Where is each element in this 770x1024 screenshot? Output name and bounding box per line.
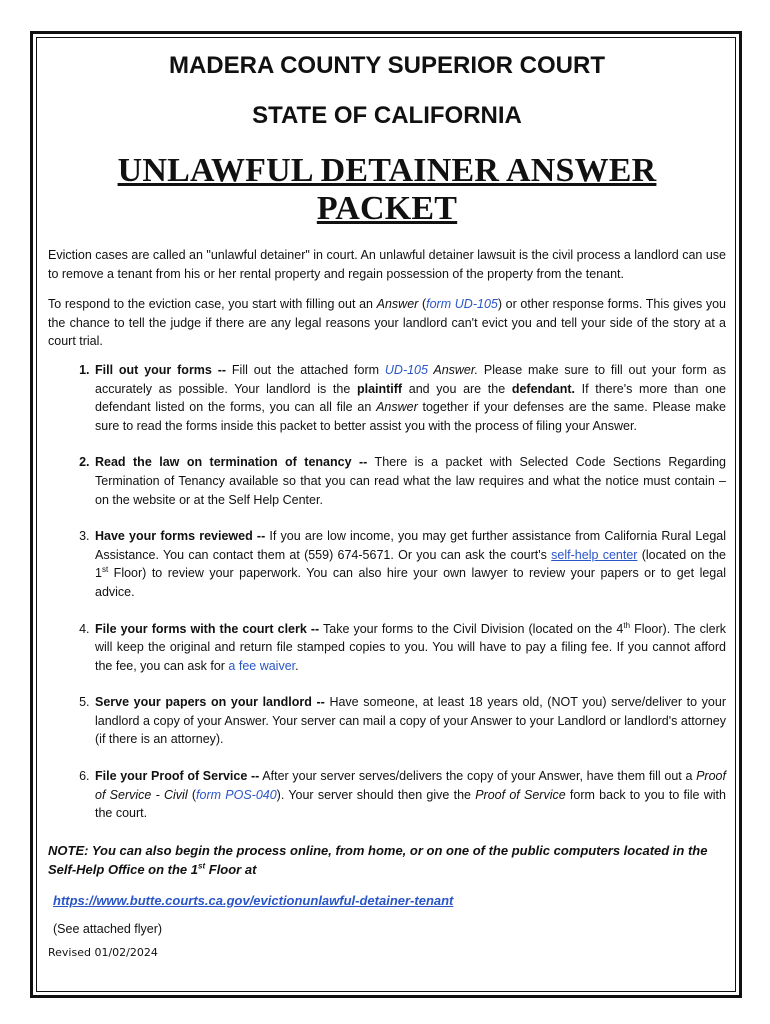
superscript: th [623,620,631,630]
court-heading: MADERA COUNTY SUPERIOR COURT [168,52,606,79]
step-heading: Read the law on termination of tenancy -- [95,455,368,470]
step-heading: File your Proof of Service -- [95,769,260,784]
step-1 [93,361,726,435]
text: There is a packet with Selected Code Sections Regarding Termination of Tenancy available so that you can read what the law requires and what the notice must contain – on the website or at the Self Help Center. [95,455,726,507]
proof-of-service-term: Proof of Service [475,787,566,802]
answer-term: Answer [376,297,419,312]
text: If there's more than one defendant listed on the forms, you can all file an [95,381,726,415]
form-pos040-link[interactable]: form POS-040 [196,787,277,802]
fee-waiver-link[interactable]: a fee waiver [228,658,296,673]
state-heading: STATE OF CALIFORNIA [252,102,522,129]
step-3 [93,527,726,601]
superscript: st [198,861,206,871]
text: Have someone, at least 18 years old, (NOT you) serve/deliver to your landlord a copy of your Answer. Your server can mail a copy of your Answer to your Landlord or landlord's attorney (if there is an attorney). [95,695,726,747]
plaintiff-term: plaintiff [356,381,403,396]
form-ud105-link[interactable]: UD-105 [384,362,428,377]
packet-title: UNLAWFUL DETAINER ANSWER PACKET [117,152,657,227]
intro-paragraph-1: Eviction cases are called an "unlawful detainer" in court. An unlawful detainer lawsuit is the civil process a landlord can use to remove a tenant from his or her rental property and regain possession of the property from the tenant. [48,248,726,281]
superscript: st [101,565,109,575]
defendant-term: defendant. [511,381,576,396]
proof-of-service-term: Proof of Service - Civil [95,769,726,802]
step-heading: Have your forms reviewed -- [95,529,266,544]
text: Floor) to review your paperwork. You can also hire your own lawyer to review your papers or to get legal advice. [95,566,726,599]
form-ud105-link[interactable]: form UD-105 [426,297,498,312]
text: To respond to the eviction case, you start with filling out an [48,297,377,312]
answer-term: Answer. [427,362,479,377]
text: If you are low income, you may get further assistance from California Rural Legal Assistance. You can contact them at (559) 674-5671. Or you can ask the court's [95,529,727,562]
text: (located on the 1 [95,547,726,581]
text: together if your defenses are the same. Please make sure to read the forms inside this packet to better assist you with the process of filing your Answer. [95,400,726,433]
step-5 [93,693,726,749]
step-6 [93,767,726,823]
text: form back to you to file with the court. [95,787,726,821]
text: ( [418,297,427,312]
text: NOTE: You can also begin the process online, from home, or on one of the public computers located in the Self-Help Office on the 1 [48,842,708,877]
see-flyer-note: (See attached flyer) [53,921,163,936]
text: Take your forms to the Civil Division (located on the 4 [319,621,624,636]
page-border [30,31,742,998]
text: ). Your server should then give the [276,787,476,802]
online-note [48,841,726,879]
text: Floor). The clerk will keep the original and return file stamped copies to you. You will have to pay a filing fee. If you cannot afford the fee, you can ask for [95,621,726,673]
answer-term: Answer [376,400,418,415]
text: Fill out the attached form [226,362,385,377]
step-heading: Fill out your forms -- [95,362,227,377]
steps-list [48,361,726,823]
text: Please make sure to fill out your form as accurately as possible. Your landlord is the [95,362,727,396]
text: . [295,658,299,673]
text: and you are the [402,381,512,396]
self-help-center-link[interactable]: self-help center [551,547,638,562]
eviction-info-url-link[interactable]: https://www.butte.courts.ca.gov/evictionunlawful-detainer-tenant [53,892,454,908]
step-2 [93,453,726,509]
step-heading: File your forms with the court clerk -- [95,621,320,636]
text: ( [187,787,197,802]
text: Floor at [205,861,257,877]
text: ) or other response forms. This gives you the chance to tell the judge if there are any legal reasons your landlord can't evict you and tell your side of the story at a court trial. [48,297,726,349]
step-4 [93,620,726,676]
intro-paragraph-2 [48,295,726,351]
text: After your server serves/delivers the copy of your Answer, have them fill out a [259,769,697,784]
step-heading: Serve your papers on your landlord -- [95,695,325,710]
document-content [48,52,726,959]
revision-date: Revised 01/02/2024 [48,945,158,959]
